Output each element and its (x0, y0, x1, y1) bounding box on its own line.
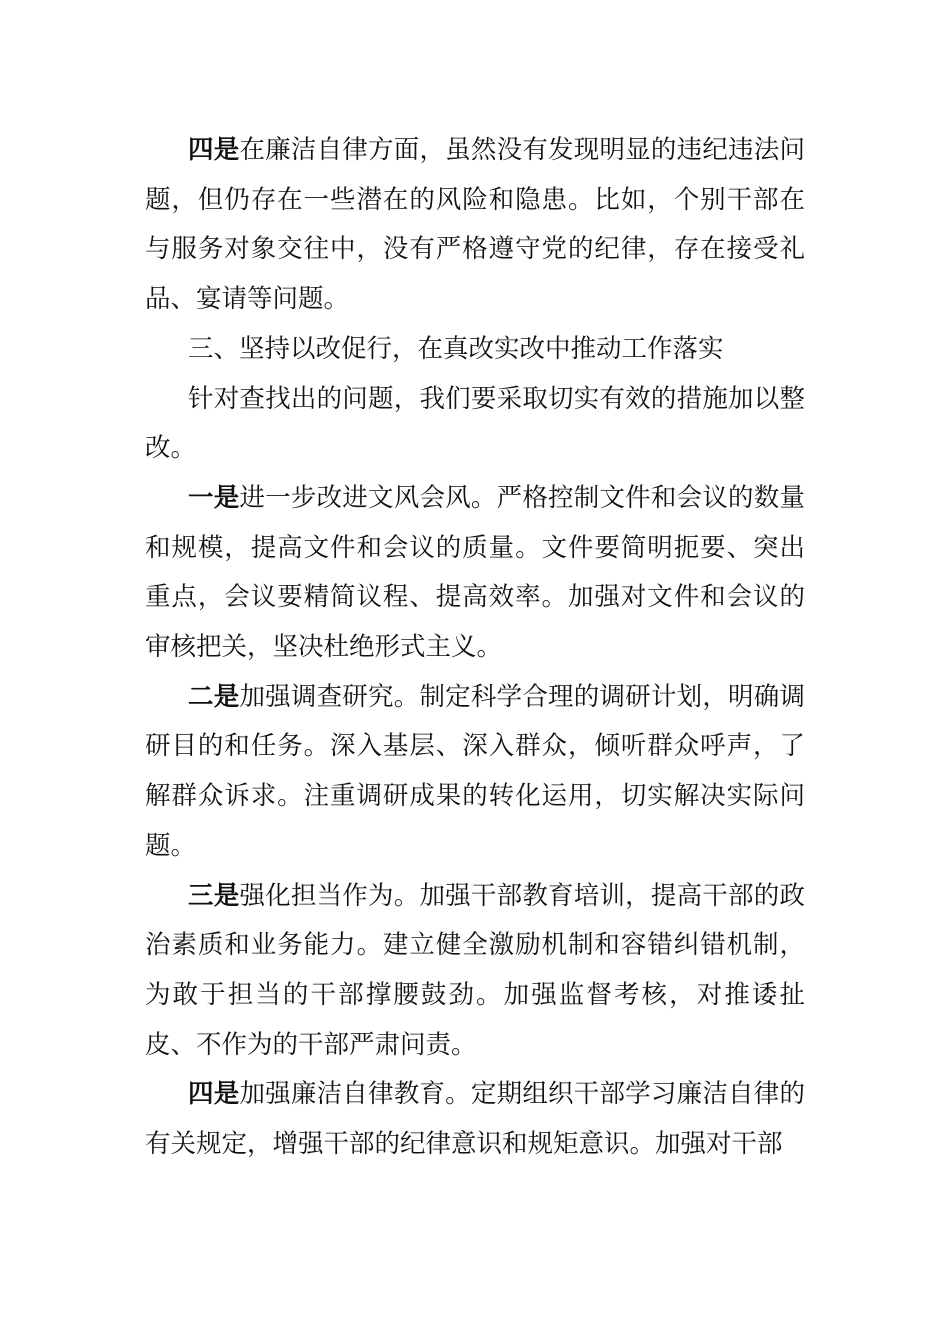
paragraph-text: 加强廉洁自律教育。定期组织干部学习廉洁自律的有关规定，增强干部的纪律意识和规矩意识。加强对干部 (145, 1079, 805, 1160)
paragraph-lead: 二是 (188, 681, 240, 712)
paragraph-measure-one (145, 474, 805, 673)
paragraph-integrity-problem (145, 126, 805, 325)
paragraph-text: 加强调查研究。制定科学合理的调研计划，明确调研目的和任务。深入基层、深入群众，倾听群众呼声，了解群众诉求。注重调研成果的转化运用，切实解决实际问题。 (145, 681, 805, 861)
paragraph-text: 进一步改进文风会风。严格控制文件和会议的数量和规模，提高文件和会议的质量。文件要简明扼要、突出重点，会议要精简议程、提高效率。加强对文件和会议的审核把关，坚决杜绝形式主义。 (145, 482, 805, 663)
document-body (145, 126, 805, 1170)
paragraph-measure-four (145, 1070, 805, 1169)
paragraph-lead: 四是 (188, 135, 240, 165)
paragraph-text: 在廉洁自律方面，虽然没有发现明显的违纪违法问题，但仍存在一些潜在的风险和隐患。比如，个别干部在与服务对象交往中，没有严格遵守党的纪律，存在接受礼品、宴请等问题。 (145, 135, 805, 315)
paragraph-lead: 四是 (188, 1079, 240, 1110)
paragraph-measure-three (145, 872, 805, 1071)
paragraph-text: 强化担当作为。加强干部教育培训，提高干部的政治素质和业务能力。建立健全激励机制和容错纠错机制，为敢于担当的干部撑腰鼓劲。加强监督考核，对推诿扯皮、不作为的干部严肃问责。 (145, 880, 805, 1060)
section-heading-three (145, 325, 805, 375)
paragraph-text: 三、坚持以改促行，在真改实改中推动工作落实 (188, 333, 724, 364)
paragraph-intro-rectification (145, 375, 805, 474)
paragraph-lead: 三是 (188, 880, 240, 911)
paragraph-text: 针对查找出的问题，我们要采取切实有效的措施加以整改。 (145, 383, 805, 464)
paragraph-lead: 一是 (188, 482, 240, 513)
paragraph-measure-two (145, 673, 805, 872)
